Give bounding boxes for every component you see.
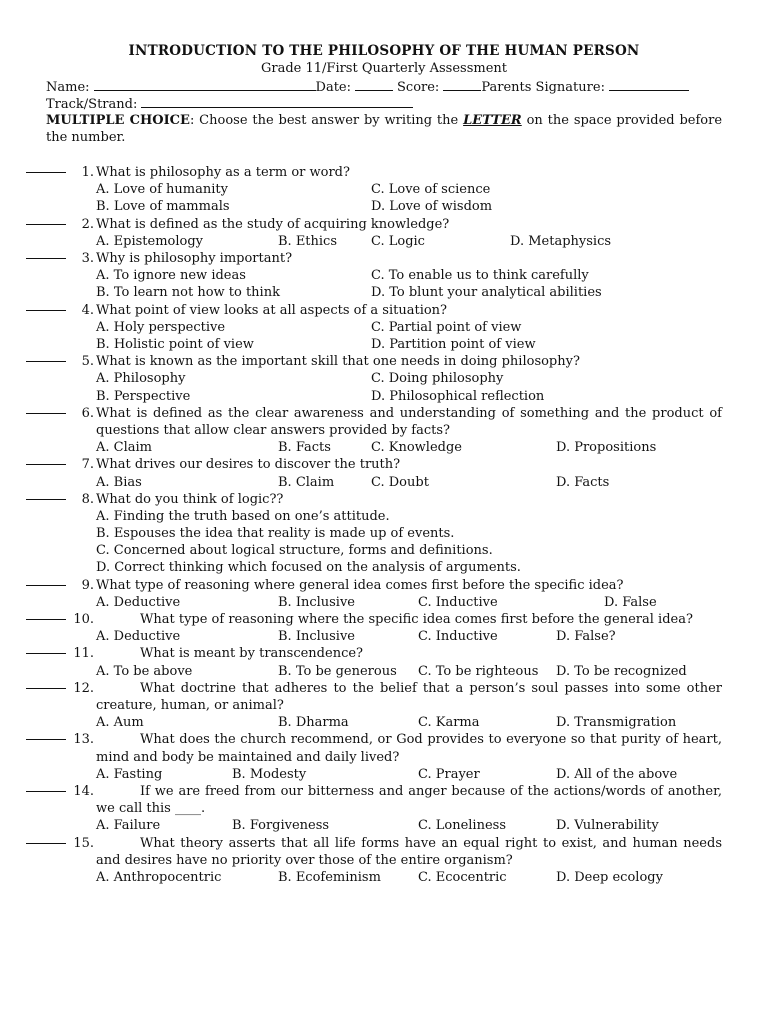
option: D. Transmigration [556,715,677,731]
answer-blank[interactable] [26,310,66,311]
option: D. False? [556,629,616,645]
options [96,474,736,491]
question-number: 7. [81,457,94,473]
instructions [46,112,722,146]
question-2 [0,216,768,250]
option: D. Metaphysics [510,233,612,249]
question-number: 13. [73,732,94,748]
option: D. Vulnerability [556,818,659,834]
instructions-text-end: on the space provided before the number. [46,113,723,145]
option: D. Correct thinking which focused on the analysis of arguments. [96,560,521,576]
option: D. To be recognized [556,663,687,679]
instructions-heading: MULTIPLE CHOICE [46,113,190,128]
question-10 [0,611,768,645]
options [96,508,736,577]
option: A. Fasting [96,766,163,782]
options [96,766,736,783]
question-3 [0,250,768,302]
name-label: Name: [46,80,90,95]
answer-blank[interactable] [26,791,66,792]
question-12 [0,680,768,732]
question-15 [0,835,768,887]
question-number: 6. [81,405,94,421]
parents-signature-label: Parents Signature: [481,80,605,95]
option: B. Dharma [278,715,349,731]
answer-blank[interactable] [26,172,66,173]
answer-blank[interactable] [26,585,66,586]
option: B. Holistic point of view [96,336,254,352]
option: C. Prayer [418,766,480,782]
question-number: 5. [81,354,94,370]
question-text: Why is philosophy important? [96,250,293,266]
header-line-2 [46,96,413,112]
date-field[interactable] [355,79,393,91]
answer-blank[interactable] [26,688,66,689]
question-text: What is defined as the study of acquiring knowledge? [96,216,450,232]
options [96,319,736,353]
instructions-text: : Choose the best answer by writing the [189,113,464,128]
answer-blank[interactable] [26,361,66,362]
option: A. Epistemology [96,233,204,249]
answer-blank[interactable] [26,499,66,500]
option: B. Forgiveness [232,818,330,834]
score-label: Score: [397,80,440,95]
question-number: 10. [73,612,94,628]
option: D. False [604,594,657,610]
question-5 [0,353,768,405]
question-14 [0,783,768,835]
header-line-1 [46,79,689,95]
answer-blank[interactable] [26,413,66,414]
question-number: 2. [81,216,94,232]
option: D. To blunt your analytical abilities [371,285,602,301]
option: B. To be generous [278,663,397,679]
options [96,181,736,215]
question-number: 15. [73,835,94,851]
question-6 [0,405,768,457]
question-11 [0,645,768,679]
option: A. Failure [96,818,161,834]
option: D. Love of wisdom [371,199,493,215]
date-label: Date: [315,80,352,95]
question-text: What is known as the important skill that one needs in doing philosophy? [96,354,580,370]
question-text: What does the church recommend, or God provides to everyone so that purity of heart, mind and body be maintained and daily lived? [96,732,722,765]
option: A. Holy perspective [96,319,226,335]
question-text: If we are freed from our bitterness and anger because of the actions/words of another, we call this ____. [96,784,722,817]
option: B. Love of mammals [96,199,230,215]
question-text: What point of view looks at all aspects of a situation? [96,302,448,318]
option: A. Finding the truth based on one’s attitude. [96,508,390,524]
question-text: What is philosophy as a term or word? [96,165,350,180]
question-7 [0,456,768,490]
question-text: What do you think of logic?? [96,491,284,507]
option: B. To learn not how to think [96,285,280,301]
question-text: What type of reasoning where the specific idea comes first before the general idea? [140,612,693,628]
option: D. All of the above [556,766,678,782]
option: A. Love of humanity [96,182,228,198]
option: C. Logic [371,233,425,249]
option: C. Knowledge [371,440,462,456]
track-strand-label: Track/Strand: [46,97,138,112]
option: C. Doubt [371,474,429,490]
answer-blank[interactable] [26,653,66,654]
option: C. Ecocentric [418,870,507,885]
question-4 [0,302,768,354]
options [96,663,736,680]
score-field[interactable] [443,79,481,91]
answer-blank[interactable] [26,843,66,844]
question-9 [0,577,768,611]
options [96,628,736,645]
question-text: What is defined as the clear awareness and understanding of something and the product of questions that allow clear answers provided by facts? [96,405,722,438]
page-title: INTRODUCTION TO THE PHILOSOPHY OF THE HUMAN PERSON [128,43,640,59]
option: B. Espouses the idea that reality is made up of events. [96,526,455,542]
question-number: 3. [81,250,94,266]
instructions-emphasis: LETTER [463,113,522,128]
option: C. To be righteous [418,663,539,679]
question-number: 8. [81,491,94,507]
option: A. Philosophy [96,371,186,387]
option: B. Ethics [278,233,338,249]
question-number: 4. [81,302,94,318]
question-number: 12. [73,680,94,696]
question-number: 1. [81,165,94,180]
question-8 [0,491,768,577]
option: A. To be above [96,663,193,679]
option: A. Anthropocentric [96,870,222,885]
options [96,714,736,731]
option: B. Inclusive [278,594,356,610]
question-text: What is meant by transcendence? [140,646,364,662]
option: C. Karma [418,715,480,731]
option: D. Philosophical reflection [371,388,545,404]
parents-signature-field[interactable] [609,79,689,91]
option: A. Aum [96,715,144,731]
option: B. Perspective [96,388,191,404]
option: C. Doing philosophy [371,371,504,387]
options [96,869,736,886]
options [96,370,736,404]
option: B. Claim [278,474,335,490]
options [96,594,736,611]
answer-blank[interactable] [26,258,66,259]
options [96,817,736,834]
options [96,439,736,456]
question-number: 11. [73,646,94,662]
option: A. To ignore new ideas [96,268,246,284]
answer-blank[interactable] [26,739,66,740]
question-text: What theory asserts that all life forms have an equal right to exist, and human needs and desires have no priority over those of the entire organism? [96,835,722,868]
option: D. Facts [556,474,610,490]
question-13 [0,731,768,783]
question-text: What type of reasoning where general idea comes first before the specific idea? [96,577,624,593]
question-text: What drives our desires to discover the truth? [96,457,401,473]
option: C. Partial point of view [371,319,522,335]
option: D. Partition point of view [371,336,536,352]
option: C. Concerned about logical structure, forms and definitions. [96,543,493,559]
option: C. To enable us to think carefully [371,268,589,284]
question-1 [0,164,768,216]
question-text: What doctrine that adheres to the belief that a person’s soul passes into some other creature, human, or animal? [96,680,722,714]
page-subtitle: Grade 11/First Quarterly Assessment [261,61,507,76]
option: A. Deductive [96,594,181,610]
option: C. Inductive [418,594,498,610]
option: D. Propositions [556,440,657,456]
answer-blank[interactable] [26,224,66,225]
options [96,233,736,250]
answer-blank[interactable] [26,464,66,465]
track-strand-field[interactable] [141,96,413,108]
name-field[interactable] [94,79,316,91]
option: B. Modesty [232,766,307,782]
option: B. Facts [278,440,331,456]
question-number: 9. [81,577,94,593]
option: C. Loneliness [418,818,506,834]
option: B. Ecofeminism [278,870,381,885]
answer-blank[interactable] [26,619,66,620]
option: D. Deep ecology [556,870,663,885]
options [96,267,736,301]
option: B. Inclusive [278,629,356,645]
option: C. Love of science [371,182,491,198]
option: C. Inductive [418,629,498,645]
option: A. Claim [96,440,152,456]
question-number: 14. [73,784,94,799]
option: A. Deductive [96,629,181,645]
option: A. Bias [96,474,142,490]
question-list [0,164,768,886]
